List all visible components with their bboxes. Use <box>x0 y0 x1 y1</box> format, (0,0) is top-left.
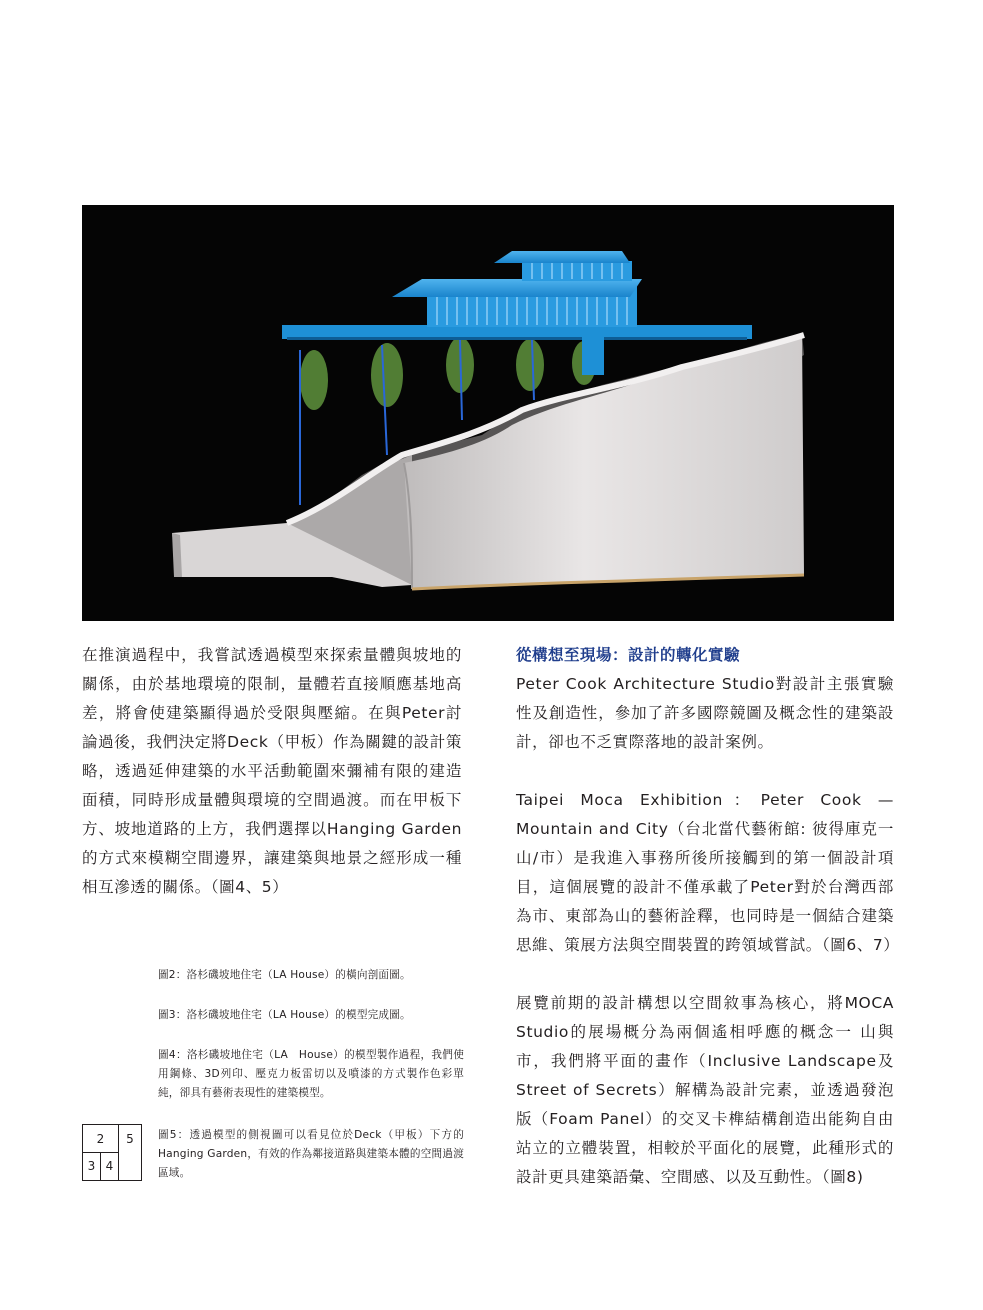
figure-number-2: 2 <box>83 1125 119 1153</box>
body-paragraph: Taipei Moca Exhibition：Peter Cook — Mountain and City（台北當代藝術館: 彼得庫克一山/市）是我進入事務所後所接觸到的第一個設計項目，這個展覽的設計不僅承載了Peter對於台灣西部為市、東部為山的藝術詮釋，也同時是一個結合建築思維、策展方法與空間裝置的跨領域嘗試。（圖6、7） <box>516 791 900 954</box>
body-paragraph: 在推演過程中，我嘗試透過模型來探索量體與坡地的關係，由於基地環境的限制，量體若直接順應基地高差，將會使建築顯得過於受限與壓縮。在與Peter討論過後，我們決定將Deck（甲板）作為關鍵的設計策略，透過延伸建築的水平活動範圍來彌補有限的建造面積，同時形成量體與環境的空間過渡。而在甲板下方、坡地道路的上方，我們選擇以Hanging Garden的方式來模糊空間邊界，讓建築與地景之經形成一種相互滲透的關係。（圖4、5） <box>82 646 462 896</box>
model-photo <box>82 205 894 621</box>
left-column <box>82 641 462 902</box>
body-paragraph: 展覽前期的設計構想以空間敘事為核心，將MOCA Studio的展場概分為兩個遙相呼應的概念一 山與市，我們將平面的畫作（Inclusive Landscape及Street of Secrets）解構為設計完素，並透過發泡版（Foam Panel）的交叉卡榫結構創造出能夠自由站立的立體裝置，相較於平面化的展覽，此種形式的設計更具建築語彙、空間感、以及互動性。（圖8) <box>516 994 894 1186</box>
figure-number-5: 5 <box>126 1132 134 1146</box>
architectural-model-image <box>82 205 894 621</box>
section-heading: 從構想至現場：設計的轉化實驗 <box>516 646 741 664</box>
caption-fig4: 圖4：洛杉磯坡地住宅（LA House）的模型製作過程，我們使用鋼條、3D列印、壓克力板雷切以及噴漆的方式製作色彩單純，卻具有藝術表現性的建築模型。 <box>158 1049 464 1099</box>
body-paragraph: Peter Cook Architecture Studio對設計主張實驗性及創造性，參加了許多國際競圖及概念性的建築設計，卻也不乏實際落地的設計案例。 <box>516 675 894 751</box>
caption-fig3: 圖3：洛杉磯坡地住宅（LA House）的模型完成圖。 <box>158 1009 411 1021</box>
figure-number-3: 3 <box>83 1153 101 1180</box>
figure-number-4: 4 <box>101 1153 119 1180</box>
caption-fig2: 圖2：洛杉磯坡地住宅（LA House）的橫向剖面圖。 <box>158 969 411 981</box>
caption-fig5: 圖5：透過模型的側視圖可以看見位於Deck（甲板）下方的Hanging Garden，有效的作為鄰接道路與建築本體的空間過渡區域。 <box>158 1129 464 1179</box>
right-column <box>516 641 900 1192</box>
figure-layout-grid <box>82 1124 142 1181</box>
